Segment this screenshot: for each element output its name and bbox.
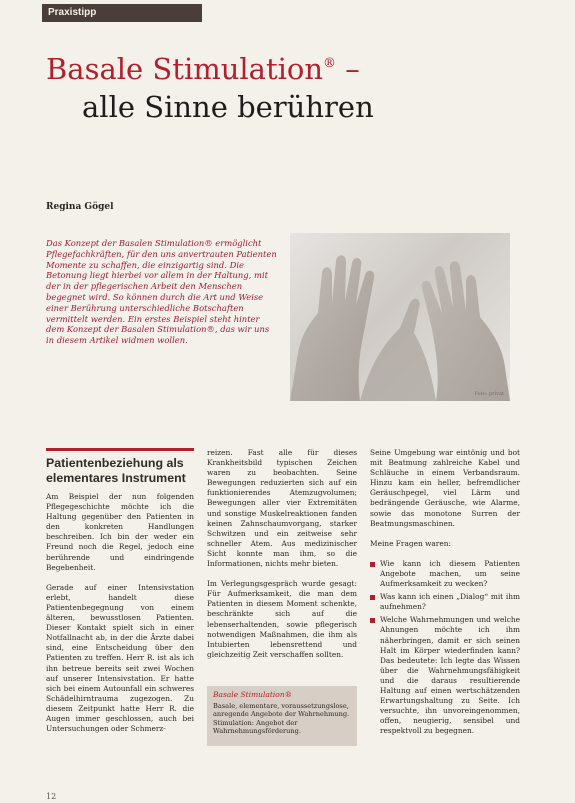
page-number: 12 (46, 792, 57, 801)
section-heading: Patientenbeziehung als elementares Instrument (46, 456, 186, 485)
title-text: Basale Stimulation (46, 52, 324, 86)
bullet-square-icon (370, 618, 375, 623)
col2-paragraph-2: Im Verlegungsgespräch wurde gesagt: Für Aufmerksamkeit, die man dem Patienten in diesem Moment schenkte, beschränkte sich auf die lebenserhaltenden, sowie pflegerisch notwendigen Maßnahmen, die ihm als Intubierten lebensrettend und gleichzeitig Zeit verschaffen sollten. (207, 579, 357, 659)
col3-questions-intro: Meine Fragen waren: (370, 538, 451, 548)
column-1 (46, 492, 194, 744)
col3-paragraph-1: Seine Umgebung war eintönig und bot mit Beatmung zahlreiche Kabel und Schläuche in einem Verbandsraum. Hinzu kam ein heller, befremdlicher Geräuschpegel, viel Lärm und bedrängende Geräusche, wie Alarme, sowie das monotone Surren der Beatmungsmaschinen. (370, 448, 520, 528)
hands-illustration (290, 233, 510, 401)
column-2 (207, 448, 357, 670)
left-hand (290, 255, 374, 401)
question-list (370, 559, 520, 737)
col2-paragraph-1: reizen. Fast alle für dieses Krankheitsbild typischen Zeichen waren zu beobachten. Seine Bewegungen reduzierten sich auf ein funktionierendes Atemzugvolumen; Bewegungen aller vier Extremitäten und sonstige Muskelreaktionen fanden keinen Zahnschaumvorgang, starker Schwitzen und ein zeitweise sehr schneller Atem. Aus medizinischer Sicht konnte man ihm, so die Informationen, nichts mehr bieten. (207, 448, 357, 569)
author-name: Regina Gögel (46, 202, 114, 212)
section-label: Praxistipp (42, 4, 202, 22)
list-item: Wie kann ich diesem Patienten Angebote machen, um seine Aufmerksamkeit zu wecken? (370, 559, 520, 589)
col1-paragraph-1: Am Beispiel der nun folgenden Pflegegeschichte möchte ich die Haltung gegenüber den Patienten in den konkreten Handlungen beschreiben. Ich bin der weder ein Freund noch die Regel, jedoch eine berührende und eindringende Begebenheit. (46, 492, 194, 572)
registered-mark: ® (323, 56, 337, 71)
bullet-square-icon (370, 562, 375, 567)
photo-credit: Foto: privat (474, 391, 504, 397)
list-item: Was kann ich einen „Dialog“ mit ihm aufnehmen? (370, 592, 520, 612)
info-box-text: Basale, elementare, voraussetzungslose, anregende Angebote der Wahrnehmung. Stimulation: Angebot der Wahrnehmungsförderung. (213, 702, 350, 736)
list-item: Welche Wahrnehmungen und welche Ahnungen möchte ich ihm näherbringen, damit er sich seinen Halt im Körper wiederfinden kann? Das bedeutete: Ich legte das Wissen über die Wahrnehmungsfähigkeit und die daraus resultierende Haltung auf einen wertschätzenden Erwartungshaltung zu Seite. Ich versuchte, ihn unvoreingenommen, offen, neugierig, sensibel und respektvoll zu begegnen. (370, 615, 520, 736)
hands-photo (290, 233, 510, 401)
article-title-line1 (46, 52, 360, 86)
center-hand (360, 299, 436, 401)
info-box (207, 686, 357, 746)
heading-rule (46, 448, 194, 451)
column-3 (370, 448, 520, 739)
col1-paragraph-2: Gerade auf einer Intensivstation erlebt, handelt diese Patientenbegegnung von einem älteren, bewusstlosen Patienten. Dieser Kontakt spielt sich in einer Notfallnacht ab, in der die Ärzte dabei sind, eine Entscheidung über den Patienten zu treffen. Herr R. ist als ich ihn betreue bereits seit zwei Wochen auf unserer Intensivstation. Er hatte sich bei einem Autounfall ein schweres Schädelhirntrauma zugezogen. Zu diesem Zeitpunkt hatte Herr R. die Augen immer geschlossen, auch bei Untersuchungen oder Schmerz- (46, 582, 194, 734)
intro-paragraph: Das Konzept der Basalen Stimulation® ermöglicht Pflegefachkräften, für den uns anvertrauten Patienten Momente zu schaffen, die einzigartig sind. Die Betonung liegt hierbei vor allem in der Haltung, mit der in der pflegerischen Arbeit den Menschen begegnet wird. So können durch die Art und Weise einer Berührung unterschiedliche Botschaften vermittelt werden. Ein erstes Beispiel steht hinter dem Konzept der Basalen Stimulation®, das wir uns in diesem Artikel widmen wollen. (46, 238, 277, 346)
info-box-title: Basale Stimulation® (213, 690, 293, 699)
bullet-square-icon (370, 595, 375, 600)
right-hand (422, 261, 510, 401)
article-title-line2: alle Sinne berühren (82, 90, 374, 124)
title-dash: – (336, 52, 360, 86)
